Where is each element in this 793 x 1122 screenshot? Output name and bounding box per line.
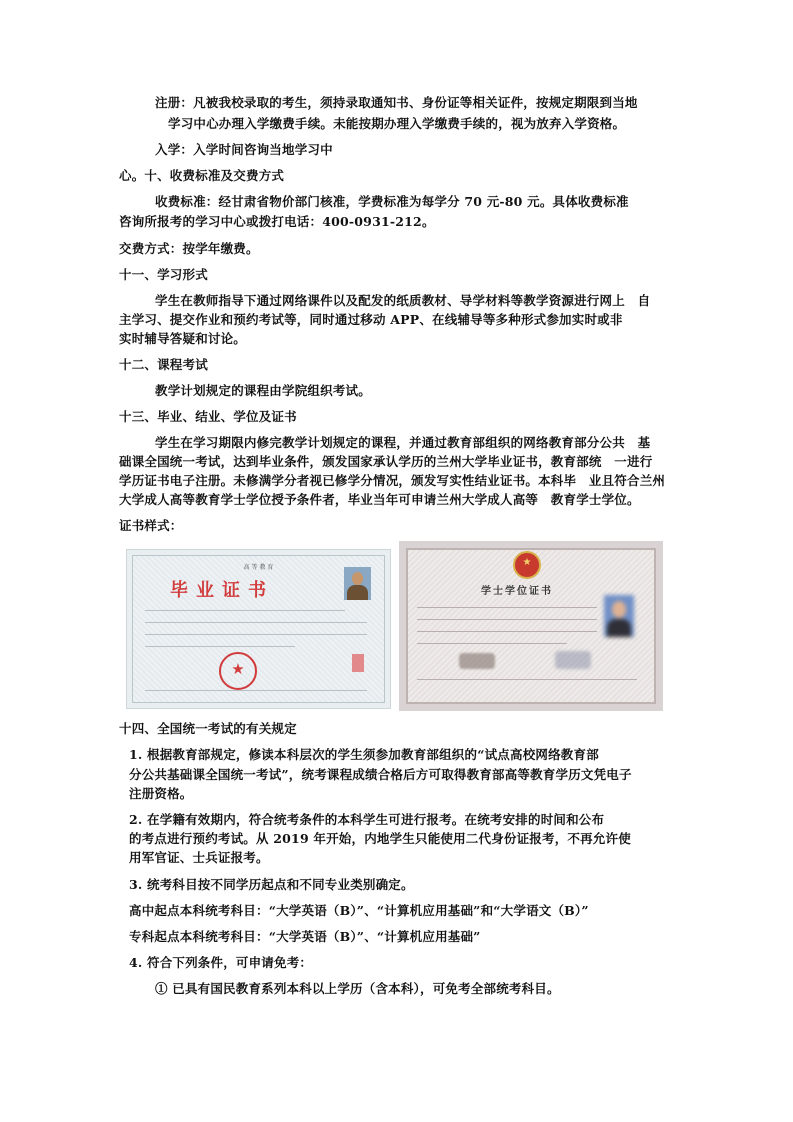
section-heading: 心。十、收费标准及交费方式 bbox=[119, 168, 285, 183]
certificate-text-line bbox=[145, 634, 367, 635]
signature-mark bbox=[555, 651, 591, 669]
paragraph-line: 注册：凡被我校录取的考生，须持录取通知书、身份证等相关证件，按规定期限到当地 bbox=[155, 95, 638, 110]
paragraph-line: 分公共基础课全国统一考试”，统考课程成绩合格后方可取得教育部高等教育学历文凭电子 bbox=[129, 767, 632, 782]
paragraph-line: 学历证书电子注册。未修满学分者视已修学分情况，颁发写实性结业证书。本科毕 业且符合兰州 bbox=[119, 473, 666, 488]
paragraph-line: 收费标准：经甘肃省物价部门核准，学费标准为每学分 70 元-80 元。具体收费标准 bbox=[155, 194, 629, 209]
certificate-caption: 证书样式： bbox=[119, 518, 183, 533]
certificate-header-text: 高 等 教 育 bbox=[243, 564, 274, 571]
paragraph-line: 1. 根据教育部规定，修读本科层次的学生须参加教育部组织的“试点高校网络教育部 bbox=[129, 747, 599, 762]
certificate-title: 毕业证书 bbox=[170, 580, 274, 601]
certificate-text-line bbox=[417, 679, 637, 680]
portrait-head bbox=[352, 572, 363, 585]
paragraph-line: ① 已具有国民教育系列本科以上学历（含本科），可免考全部统考科目。 bbox=[155, 981, 560, 996]
paragraph-line: 教学计划规定的课程由学院组织考试。 bbox=[155, 383, 371, 398]
paragraph-line: 交费方式：按学年缴费。 bbox=[119, 241, 259, 256]
paragraph-line: 咨询所报考的学习中心或拨打电话：400-0931-212。 bbox=[119, 214, 435, 229]
paragraph-line: 大学成人高等教育学士学位授予条件者，毕业当年可申请兰州大学成人高等 教育学士学位。 bbox=[119, 492, 640, 507]
signature-mark bbox=[459, 653, 495, 669]
paragraph-line: 主学习、提交作业和预约考试等，同时通过移动 APP、在线辅导等多种形式参加实时或非 bbox=[119, 312, 623, 327]
paragraph-line: 入学：入学时间咨询当地学习中 bbox=[155, 142, 333, 157]
certificate-text-line bbox=[417, 607, 597, 608]
star-icon: ★ bbox=[522, 557, 532, 568]
certificate-text-line bbox=[145, 646, 295, 647]
stamp-mark bbox=[352, 654, 364, 672]
paragraph-line: 注册资格。 bbox=[129, 786, 193, 801]
portrait-head bbox=[612, 601, 626, 618]
section-heading: 十四、全国统一考试的有关规定 bbox=[119, 721, 297, 736]
star-icon: ★ bbox=[231, 660, 245, 678]
paragraph-line: 高中起点本科统考科目：“大学英语（B）”、“计算机应用基础”和“大学语文（B）” bbox=[129, 903, 589, 918]
portrait-photo bbox=[604, 595, 634, 637]
paragraph-line: 专科起点本科统考科目：“大学英语（B）”、“计算机应用基础” bbox=[129, 929, 481, 944]
certificate-text-line bbox=[145, 690, 367, 691]
certificate-text-line bbox=[417, 643, 567, 644]
certificate-text-line bbox=[145, 610, 345, 611]
section-heading: 十二、课程考试 bbox=[119, 357, 208, 372]
portrait-body bbox=[347, 585, 368, 600]
red-seal-icon bbox=[219, 652, 257, 690]
paragraph-line: 2. 在学籍有效期内，符合统考条件的本科学生可进行报考。在统考安排的时间和公布 bbox=[129, 812, 605, 827]
paragraph-line: 学生在学习期限内修完教学计划规定的课程，并通过教育部组织的网络教育部分公共 基 bbox=[155, 435, 651, 450]
paragraph-line: 学习中心办理入学缴费手续。未能按期办理入学缴费手续的，视为放弃入学资格。 bbox=[168, 116, 626, 131]
certificate-title: 学士学位证书 bbox=[481, 586, 553, 597]
portrait-photo bbox=[344, 567, 371, 600]
portrait-body bbox=[607, 619, 631, 637]
paragraph-line: 实时辅导答疑和讨论。 bbox=[119, 331, 247, 346]
section-heading: 十三、毕业、结业、学位及证书 bbox=[119, 409, 297, 424]
certificate-text-line bbox=[145, 622, 367, 623]
degree-certificate-image bbox=[399, 541, 663, 711]
national-emblem-icon bbox=[513, 551, 541, 579]
paragraph-line: 学生在教师指导下通过网络课件以及配发的纸质教材、导学材料等教学资源进行网上 自 bbox=[155, 293, 651, 308]
paragraph-line: 4. 符合下列条件，可申请免考： bbox=[129, 955, 313, 970]
certificate-text-line bbox=[417, 631, 597, 632]
certificate-text-line bbox=[417, 619, 597, 620]
section-heading: 十一、学习形式 bbox=[119, 267, 208, 282]
paragraph-line: 3. 统考科目按不同学历起点和不同专业类别确定。 bbox=[129, 877, 414, 892]
graduation-certificate-image bbox=[126, 549, 391, 709]
paragraph-line: 础课全国统一考试，达到毕业条件，颁发国家承认学历的兰州大学毕业证书，教育部统 一进行 bbox=[119, 454, 653, 469]
paragraph-line: 用军官证、士兵证报考。 bbox=[129, 850, 269, 865]
paragraph-line: 的考点进行预约考试。从 2019 年开始，内地学生只能使用二代身份证报考，不再允许使 bbox=[129, 831, 631, 846]
